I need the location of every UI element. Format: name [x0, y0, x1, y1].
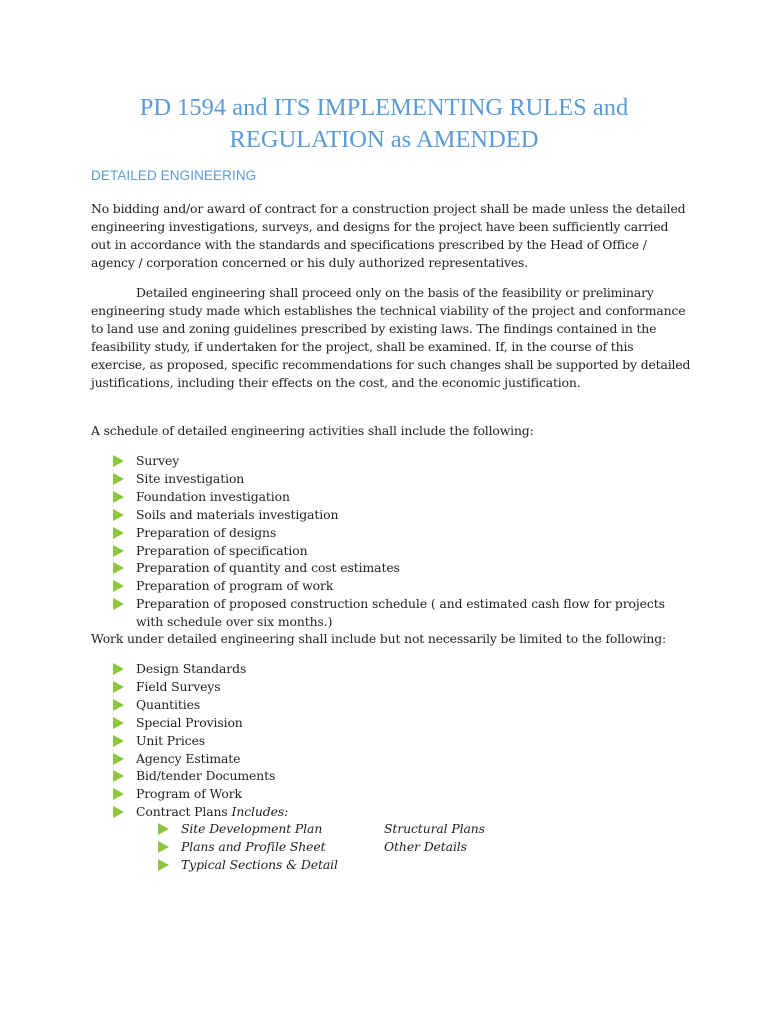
contract-plans-sublist	[158, 820, 638, 874]
document-title	[60, 92, 708, 156]
triangle-bullet-icon	[113, 753, 124, 765]
sub-list-item: Typical Sections & Detail	[158, 856, 638, 874]
triangle-bullet-icon	[113, 735, 124, 747]
list-item: Quantities	[113, 696, 693, 714]
list-item-contract-plans: Contract Plans Includes:	[113, 803, 693, 821]
sub-list-item: Site Development Plan Structural Plans	[158, 820, 638, 838]
triangle-bullet-icon	[113, 806, 124, 818]
title-line-2: REGULATION as AMENDED	[229, 126, 539, 153]
list-item: Unit Prices	[113, 732, 693, 750]
list-item: Design Standards	[113, 660, 693, 678]
triangle-bullet-icon	[113, 580, 124, 592]
title-line-1: PD 1594 and ITS IMPLEMENTING RULES and	[139, 94, 629, 121]
schedule-list	[113, 452, 693, 631]
triangle-bullet-icon	[113, 455, 124, 467]
triangle-bullet-icon	[113, 598, 124, 610]
list-item: Program of Work	[113, 785, 693, 803]
triangle-bullet-icon	[158, 841, 169, 853]
triangle-bullet-icon	[113, 473, 124, 485]
work-list	[113, 660, 693, 821]
triangle-bullet-icon	[113, 527, 124, 539]
list-item: Preparation of quantity and cost estimates	[113, 559, 693, 577]
triangle-bullet-icon	[113, 699, 124, 711]
paragraph-detailed-engineering: Detailed engineering shall proceed only on the basis of the feasibility or preliminary engineering study made which establishes the technical viability of the project and conformance to land use and zoning guidelines prescribed by existing laws. The findings contained in the feasibility study, if undertaken for the project, shall be examined. If, in the course of this exercise, as proposed, specific recommendations for such changes shall be supported by detailed justifications, including their effects on the cost, and the economic justification.	[91, 285, 691, 390]
sub-item-right: Structural Plans	[384, 821, 485, 836]
list-item: Survey	[113, 452, 693, 470]
list-item: Preparation of designs	[113, 524, 693, 542]
triangle-bullet-icon	[113, 545, 124, 557]
triangle-bullet-icon	[158, 823, 169, 835]
list-item: Preparation of proposed construction schedule ( and estimated cash flow for projects with schedule over six months.)	[113, 595, 693, 631]
includes-label: Includes:	[231, 804, 289, 820]
schedule-intro: A schedule of detailed engineering activities shall include the following:	[91, 423, 534, 438]
triangle-bullet-icon	[113, 562, 124, 574]
list-item: Soils and materials investigation	[113, 506, 693, 524]
triangle-bullet-icon	[113, 509, 124, 521]
list-item: Preparation of program of work	[113, 577, 693, 595]
sub-list-item: Plans and Profile Sheet Other Details	[158, 838, 638, 856]
section-heading: DETAILED ENGINEERING	[91, 168, 257, 183]
list-item: Special Provision	[113, 714, 693, 732]
triangle-bullet-icon	[113, 788, 124, 800]
work-intro: Work under detailed engineering shall include but not necessarily be limited to the following:	[91, 631, 667, 646]
list-item: Preparation of specification	[113, 542, 693, 560]
triangle-bullet-icon	[113, 491, 124, 503]
triangle-bullet-icon	[113, 717, 124, 729]
triangle-bullet-icon	[158, 859, 169, 871]
triangle-bullet-icon	[113, 663, 124, 675]
paragraph-bidding: No bidding and/or award of contract for a construction project shall be made unless the detailed engineering investigations, surveys, and designs for the project have been sufficiently carried out in accordance with the standards and specifications prescribed by the Head of Office / agency / corporation concerned or his duly authorized representatives.	[91, 201, 686, 270]
list-item: Field Surveys	[113, 678, 693, 696]
triangle-bullet-icon	[113, 681, 124, 693]
list-item: Agency Estimate	[113, 750, 693, 768]
list-item: Bid/tender Documents	[113, 767, 693, 785]
triangle-bullet-icon	[113, 770, 124, 782]
sub-item-right: Other Details	[384, 839, 467, 854]
list-item: Foundation investigation	[113, 488, 693, 506]
list-item: Site investigation	[113, 470, 693, 488]
